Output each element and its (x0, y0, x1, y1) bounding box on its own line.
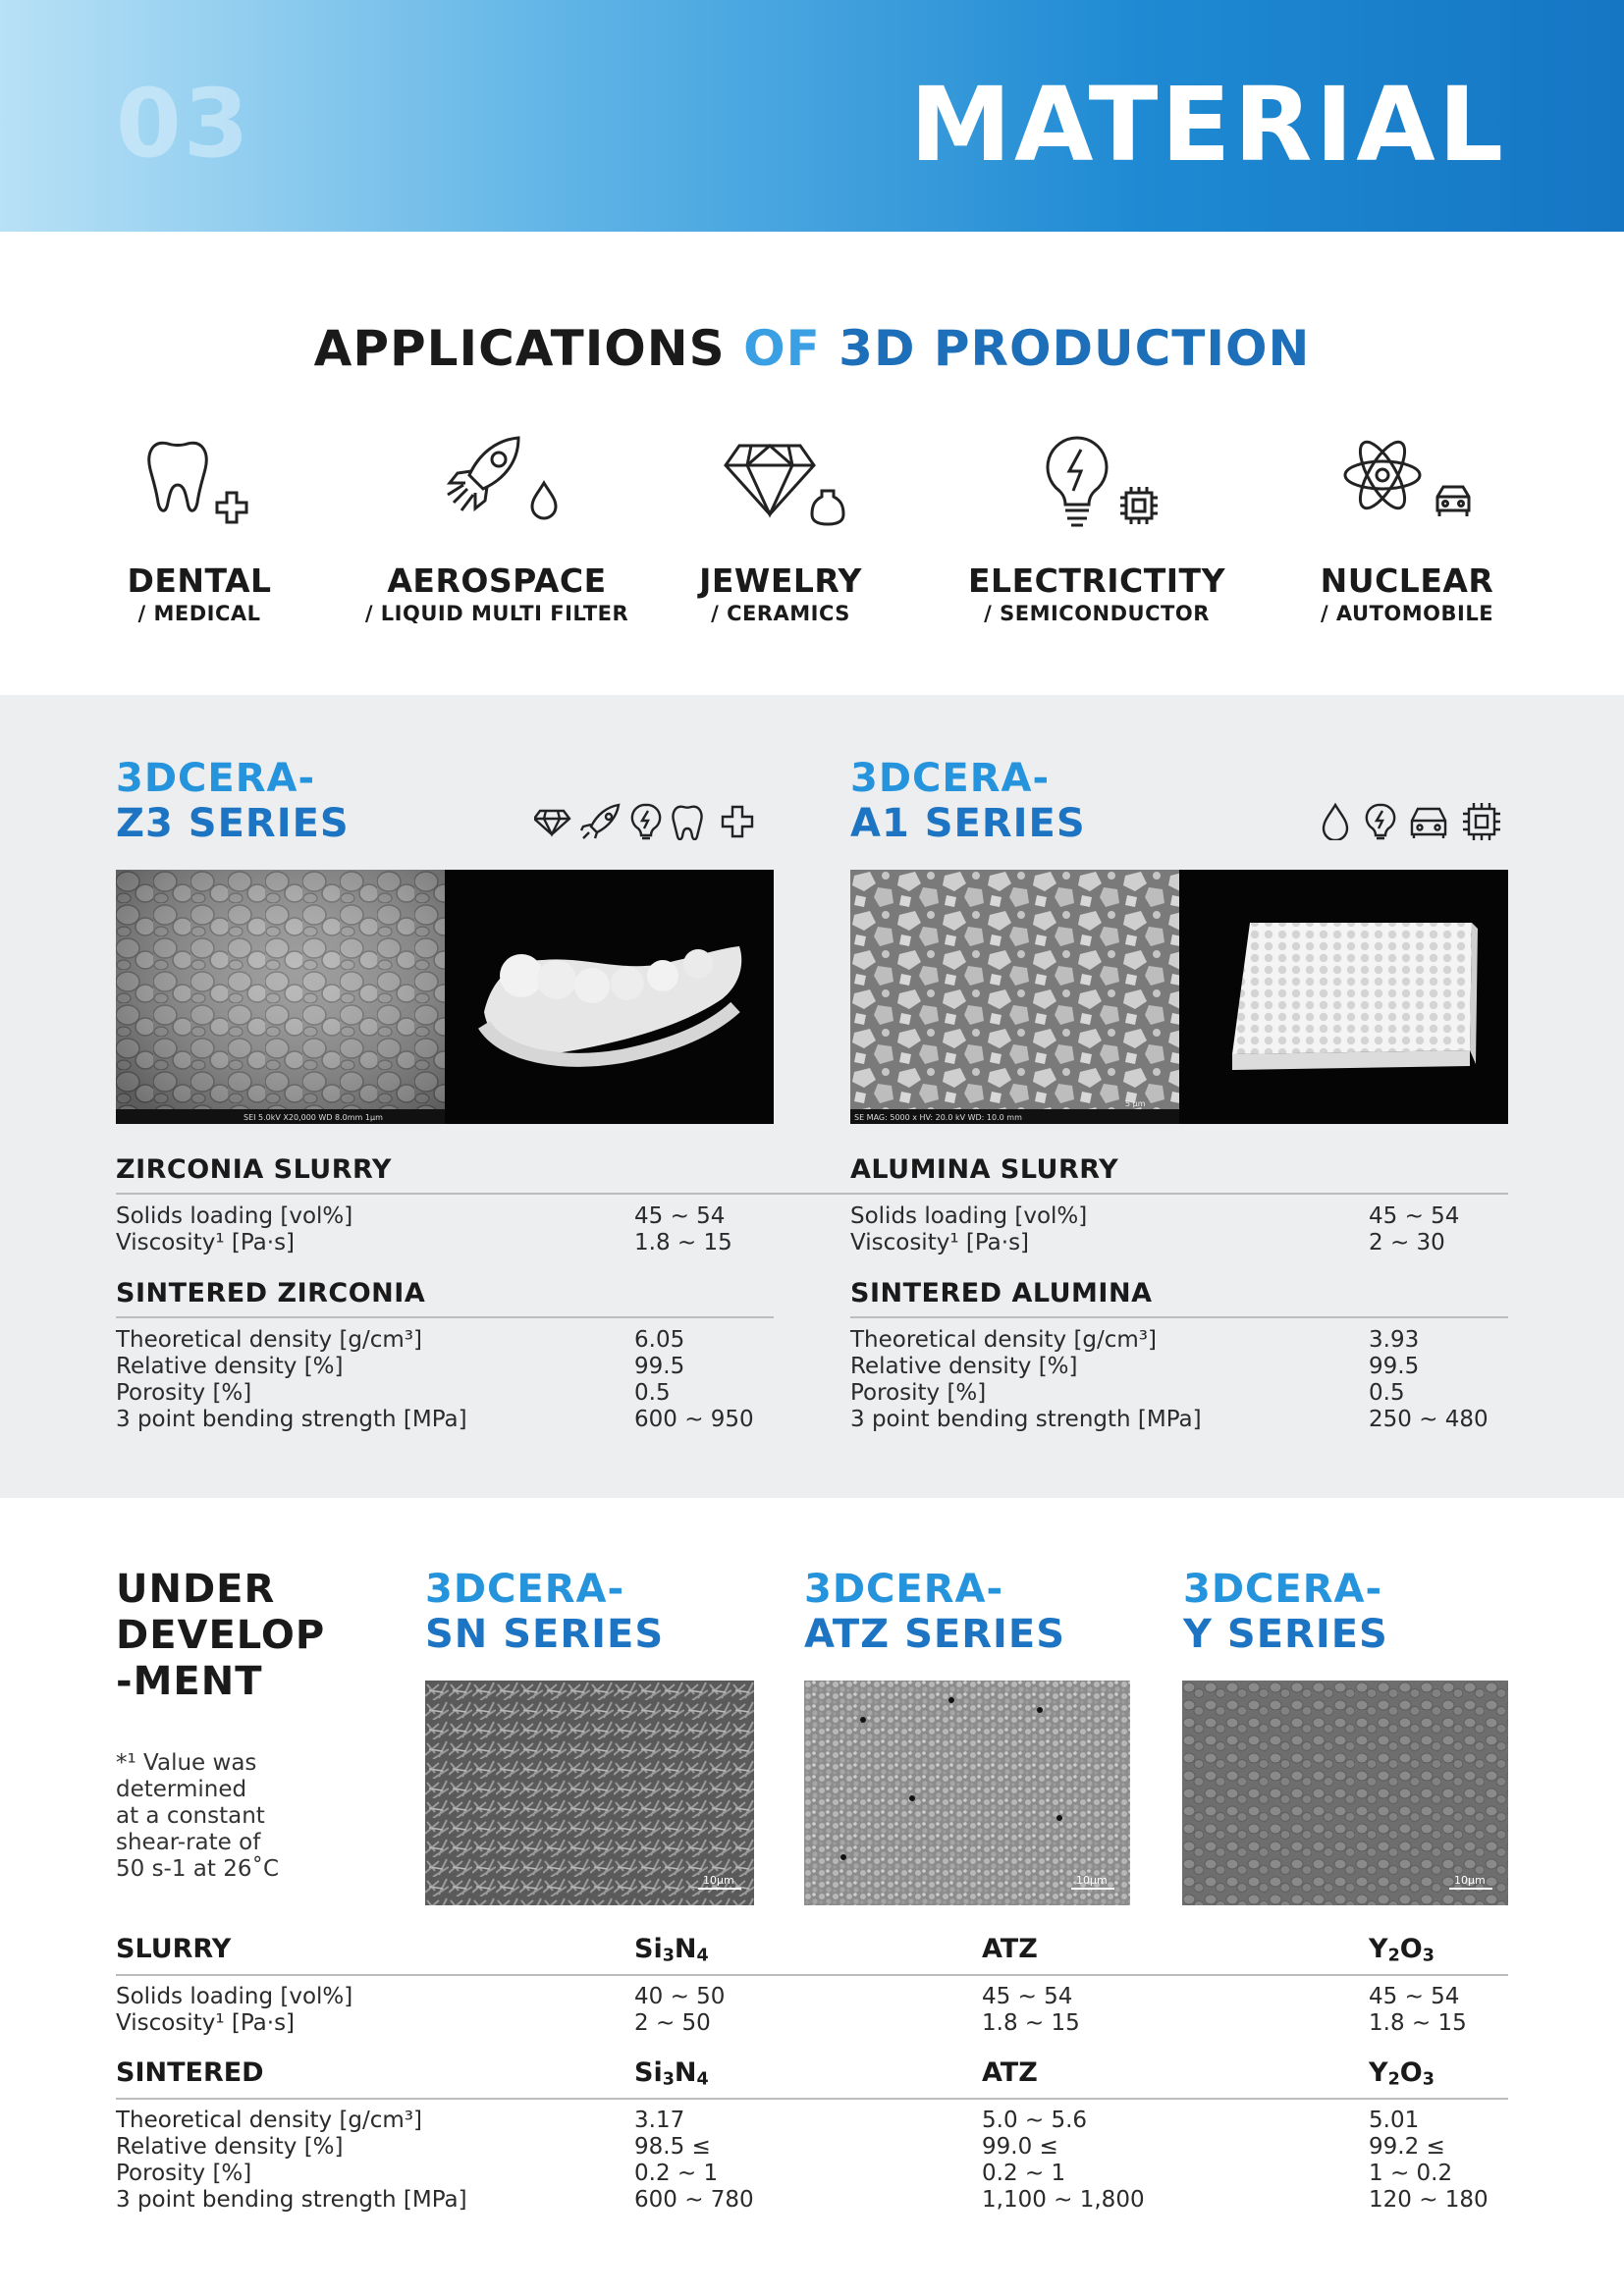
ud-sint-y-3: 120 ~ 180 (1369, 2187, 1489, 2213)
ud-sint-y-2: 1 ~ 0.2 (1369, 2161, 1453, 2186)
z3-series-title (116, 756, 350, 846)
footnote-line5: 50 s-1 at 26˚C (116, 1856, 280, 1882)
a1-sintered-rule (850, 1316, 1508, 1318)
z3-slurry-rule (116, 1193, 823, 1195)
a1-sintered-value-3: 250 ~ 480 (1369, 1407, 1489, 1432)
a1-sem-image (850, 870, 1179, 1124)
atz-series-title (804, 1567, 1065, 1657)
application-nuclear (1304, 432, 1510, 625)
ud-title-line3: -MENT (116, 1659, 263, 1704)
tooth-plus-icon (131, 432, 268, 530)
app-name: ELECTRICTITY (968, 561, 1225, 600)
ud-slurry-label: SLURRY (116, 1934, 232, 1964)
application-dental (106, 432, 293, 625)
z3-application-icons (534, 801, 774, 840)
atz-sem-image (804, 1681, 1130, 1905)
a1-sintered-label-3: 3 point bending strength [MPa] (850, 1407, 1202, 1432)
a1-slurry-label-1: Viscosity¹ [Pa·s] (850, 1230, 1030, 1255)
ud-sint-si-0: 3.17 (634, 2108, 685, 2133)
ud-col-atz-sintered: ATZ (982, 2057, 1038, 2088)
sn-sem-image (425, 1681, 754, 1905)
z3-title-line2: Z3 SERIES (116, 801, 350, 846)
ud-slurry-atz-0: 45 ~ 54 (982, 1984, 1073, 2009)
z3-slurry-value-0: 45 ~ 54 (634, 1203, 726, 1229)
z3-sintered-label-2: Porosity [%] (116, 1380, 252, 1406)
ud-sint-atz-3: 1,100 ~ 1,800 (982, 2187, 1145, 2213)
z3-sintered-value-3: 600 ~ 950 (634, 1407, 754, 1432)
sn-title-line1: 3DCERA- (425, 1567, 625, 1612)
z3-sintered-label-3: 3 point bending strength [MPa] (116, 1407, 467, 1432)
ud-slurry-rule (116, 1974, 1508, 1976)
ud-slurry-y-1: 1.8 ~ 15 (1369, 2010, 1467, 2036)
applications-title-part3: 3D PRODUCTION (839, 320, 1311, 377)
app-sub: / AUTOMOBILE (1320, 602, 1494, 625)
a1-sintered-title: SINTERED ALUMINA (850, 1278, 1153, 1308)
app-sub: / CERAMICS (711, 602, 850, 625)
a1-title-line1: 3DCERA- (850, 756, 1051, 801)
a1-slurry-rule (823, 1193, 1508, 1195)
app-sub: / SEMICONDUCTOR (984, 602, 1210, 625)
ud-col-y2o3-sintered: $Y_2O_3$ (1369, 2057, 1435, 2090)
app-name: AEROSPACE (387, 561, 607, 600)
plus-icon (723, 807, 752, 836)
z3-slurry-label-0: Solids loading [vol%] (116, 1203, 353, 1229)
lightbulb-icon (632, 805, 660, 838)
ud-slurry-si-1: 2 ~ 50 (634, 2010, 711, 2036)
z3-sintered-label-0: Theoretical density [g/cm³] (116, 1327, 423, 1353)
car-icon (1412, 809, 1445, 838)
footnote-line3: at a constant (116, 1803, 265, 1829)
app-sub: / LIQUID MULTI FILTER (364, 602, 629, 625)
y-series-title (1183, 1567, 1388, 1657)
ud-sint-y-0: 5.01 (1369, 2108, 1420, 2133)
ud-sint-si-1: 98.5 ≤ (634, 2134, 711, 2160)
z3-slurry-label-1: Viscosity¹ [Pa·s] (116, 1230, 296, 1255)
section-number: 03 (116, 69, 251, 179)
ud-sintered-rule (116, 2098, 1508, 2100)
z3-sintered-rule (116, 1316, 774, 1318)
ud-sint-label-1: Relative density [%] (116, 2134, 344, 2160)
z3-sintered-title: SINTERED ZIRCONIA (116, 1278, 426, 1308)
under-development-title (116, 1567, 325, 1705)
rocket-drop-icon (428, 432, 566, 530)
z3-title-line1: 3DCERA- (116, 756, 316, 801)
a1-slurry-label-0: Solids loading [vol%] (850, 1203, 1088, 1229)
ud-sint-label-2: Porosity [%] (116, 2161, 252, 2186)
z3-sintered-label-1: Relative density [%] (116, 1354, 344, 1379)
y-scale-label: 10μm (1454, 1874, 1486, 1887)
sn-title-line2: SN SERIES (425, 1612, 665, 1657)
drop-icon (1324, 805, 1347, 840)
a1-sem-caption: SE MAG: 5000 x HV: 20.0 kV WD: 10.0 mm (854, 1113, 1022, 1122)
ud-sint-atz-2: 0.2 ~ 1 (982, 2161, 1066, 2186)
ud-col-si3n4: $Si_3N_4$ (634, 1934, 709, 1966)
y-title-line2: Y SERIES (1183, 1612, 1388, 1657)
lightbulb-icon (1367, 805, 1394, 838)
z3-sintered-value-2: 0.5 (634, 1380, 671, 1406)
ud-sint-label-3: 3 point bending strength [MPa] (116, 2187, 467, 2213)
application-electricity (945, 432, 1249, 625)
atz-scale-label: 10μm (1076, 1874, 1108, 1887)
z3-dental-model-photo (445, 870, 774, 1124)
atz-title-line2: ATZ SERIES (804, 1612, 1066, 1657)
app-name: NUCLEAR (1320, 561, 1494, 600)
a1-sintered-label-2: Porosity [%] (850, 1380, 987, 1406)
ud-sint-label-0: Theoretical density [g/cm³] (116, 2108, 423, 2133)
ud-col-y2o3: $Y_2O_3$ (1369, 1934, 1435, 1966)
ud-slurry-si-0: 40 ~ 50 (634, 1984, 726, 2009)
footnote-line1: *¹ Value was (116, 1750, 257, 1776)
a1-sintered-value-2: 0.5 (1369, 1380, 1405, 1406)
atom-car-icon (1333, 432, 1481, 530)
chip-icon (1463, 803, 1500, 840)
a1-title-line2: A1 SERIES (850, 801, 1086, 846)
a1-sem-scale: 5 μm (1125, 1099, 1146, 1108)
bulb-chip-icon (1028, 432, 1165, 530)
page-title: MATERIAL (909, 65, 1506, 185)
applications-title-part2: OF (743, 320, 839, 377)
ud-slurry-label-1: Viscosity¹ [Pa·s] (116, 2010, 296, 2036)
applications-title-part1: APPLICATIONS (313, 320, 744, 377)
ud-slurry-label-0: Solids loading [vol%] (116, 1984, 353, 2009)
a1-sintered-label-1: Relative density [%] (850, 1354, 1078, 1379)
ud-sint-atz-1: 99.0 ≤ (982, 2134, 1058, 2160)
app-sub: / MEDICAL (137, 602, 261, 625)
ud-slurry-atz-1: 1.8 ~ 15 (982, 2010, 1080, 2036)
application-aerospace (340, 432, 654, 625)
a1-sintered-value-0: 3.93 (1369, 1327, 1420, 1353)
tooth-icon (673, 807, 701, 839)
ud-title-line1: UNDER (116, 1567, 276, 1612)
sn-scale-label: 10μm (703, 1874, 734, 1887)
application-jewelry (677, 432, 884, 625)
atz-title-line1: 3DCERA- (804, 1567, 1004, 1612)
a1-application-icons (1322, 801, 1510, 840)
diamond-vase-icon (712, 432, 849, 530)
ud-col-atz: ATZ (982, 1934, 1038, 1964)
a1-sintered-value-1: 99.5 (1369, 1354, 1420, 1379)
z3-slurry-title: ZIRCONIA SLURRY (116, 1154, 392, 1185)
a1-series-title (850, 756, 1086, 846)
y-sem-image (1182, 1681, 1508, 1905)
rocket-icon (581, 805, 619, 838)
z3-sem-image (116, 870, 445, 1124)
footnote-line2: determined (116, 1777, 247, 1802)
ud-col-si3n4-sintered: $Si_3N_4$ (634, 2057, 709, 2090)
z3-sintered-value-1: 99.5 (634, 1354, 685, 1379)
diamond-icon (534, 811, 569, 834)
applications-title (0, 320, 1624, 377)
z3-slurry-value-1: 1.8 ~ 15 (634, 1230, 732, 1255)
a1-slurry-title: ALUMINA SLURRY (850, 1154, 1119, 1185)
app-name: JEWELRY (699, 561, 862, 600)
a1-sintered-label-0: Theoretical density [g/cm³] (850, 1327, 1158, 1353)
ud-sint-y-1: 99.2 ≤ (1369, 2134, 1445, 2160)
z3-sintered-value-0: 6.05 (634, 1327, 685, 1353)
y-title-line1: 3DCERA- (1183, 1567, 1383, 1612)
a1-slurry-value-0: 45 ~ 54 (1369, 1203, 1460, 1229)
viscosity-footnote (116, 1750, 279, 1883)
ud-title-line2: DEVELOP (116, 1613, 326, 1658)
app-name: DENTAL (127, 561, 272, 600)
sn-series-title (425, 1567, 664, 1657)
ud-sint-si-3: 600 ~ 780 (634, 2187, 754, 2213)
ud-slurry-y-0: 45 ~ 54 (1369, 1984, 1460, 2009)
a1-honeycomb-filter-photo (1179, 870, 1508, 1124)
z3-sem-caption: SEI 5.0kV X20,000 WD 8.0mm 1μm (244, 1113, 383, 1122)
ud-sint-si-2: 0.2 ~ 1 (634, 2161, 719, 2186)
a1-slurry-value-1: 2 ~ 30 (1369, 1230, 1445, 1255)
footnote-line4: shear-rate of (116, 1830, 261, 1855)
ud-sint-atz-0: 5.0 ~ 5.6 (982, 2108, 1088, 2133)
ud-sintered-label: SINTERED (116, 2057, 264, 2088)
